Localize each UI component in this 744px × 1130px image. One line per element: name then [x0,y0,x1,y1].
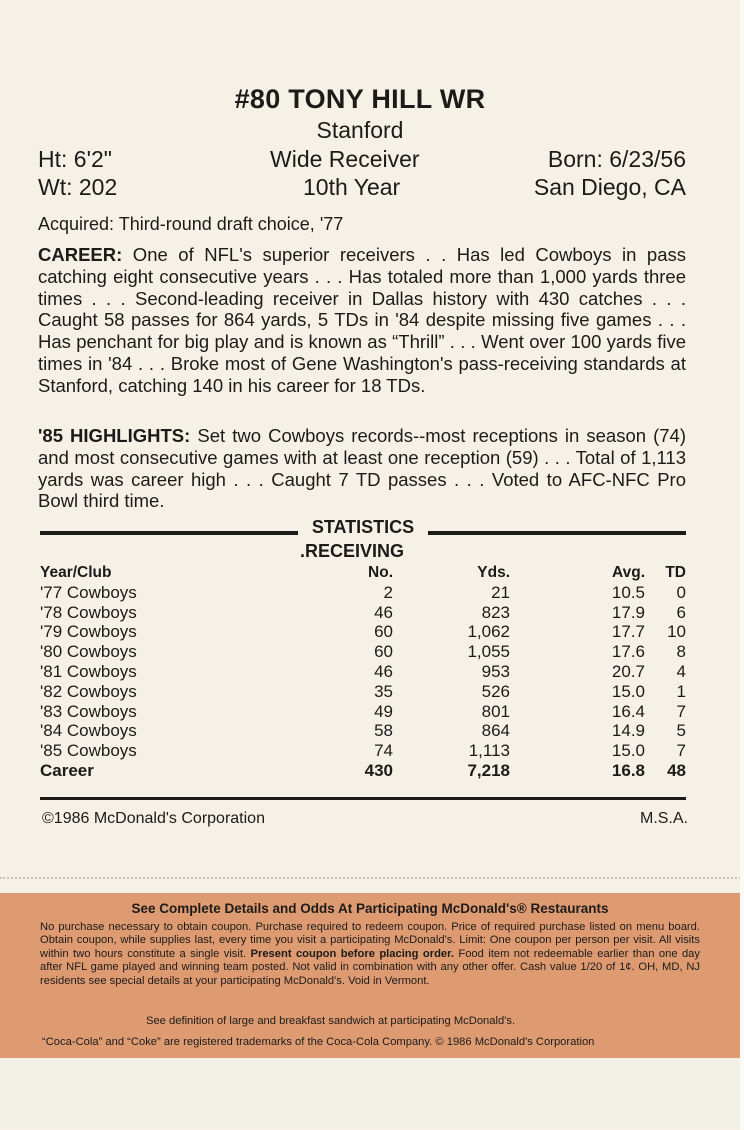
cell-td: 4 [676,661,686,681]
cell-year: '79 Cowboys [40,622,137,642]
table-row [40,662,686,682]
cell-yds: 864 [481,721,510,741]
cell-td: 6 [676,602,686,622]
cell-avg: 10.5 [611,582,645,602]
cell-avg: 20.7 [611,661,645,681]
msa-mark: M.S.A. [639,810,688,827]
cell-yds: 1,113 [468,741,510,761]
table-row [40,583,686,603]
cell-year: '77 Cowboys [40,582,137,602]
career-text: One of NFL's superior receivers . . Has led Cowboys in pass catching eight consecutive years . . . Has totaled more than 1,000 yards three times . . . Second-leading receiver in Dallas history with 430 catches . . . Caught 58 passes for 864 yards, 5 TDs in '84 despite missing five games . . . Has penchant for big play and is known as “Thrill” . . . Went over 100 yards five times in '84 . . . Broke most of Gene Washington's pass-receiving standards at Stanford, catching 140 in his career for 18 TDs. [38,244,686,396]
col-header-year: Year/Club [40,564,112,581]
stats-table [40,563,686,781]
player-name-number: #80 TONY HILL WR [234,84,486,114]
cell-no: 60 [374,642,393,662]
player-years: 10th Year [303,174,401,200]
col-header-avg: Avg. [611,564,645,581]
cell-no: 46 [374,661,393,681]
receiving-title: .RECEIVING [300,541,405,561]
stats-rule-left [40,531,298,535]
cell-yds: 526 [481,681,510,701]
stats-header-row [40,563,686,583]
cell-avg: 15.0 [611,741,645,761]
cell-td: 8 [676,642,686,662]
cell-no: 49 [374,701,393,721]
col-header-no: No. [368,564,393,581]
cell-td: 7 [676,701,686,721]
coupon-definition: See definition of large and breakfast sandwich at participating McDonald's. [146,1015,516,1027]
table-row [40,702,686,722]
coupon-rules-part-1: No purchase necessary to obtain coupon. Purchase required to redeem coupon. Price of required purchase listed on menu board. Obtain coupon, while supplies last, every time you visit a participating McDonald's. Limit: One coupon per person per visit. All visits within two hours constitute a single visit. [40,921,700,960]
cell-td: 0 [676,582,686,602]
cell-yds: 953 [481,661,510,681]
cell-no: 35 [374,681,393,701]
career-label: CAREER: [38,244,123,265]
coupon-rules-part-2: Food item not redeemable earlier than one day after NFL game played and winning team posted. Not valid in combination with any other offer. Cash value 1/20 of 1¢. OH, MD, NJ residents see special details at your participating McDonald's. Void in Vermont. [40,947,700,987]
cell-no: 46 [374,602,393,622]
cell-no: 60 [374,622,393,642]
stats-title: STATISTICS [311,517,415,537]
coupon-title: See Complete Details and Odds At Participating McDonald's® Restaurants [131,901,609,916]
cell-yds: 21 [491,582,510,602]
col-header-yds: Yds. [477,564,510,581]
cell-yds: 1,062 [467,622,510,642]
highlights-paragraph [38,425,686,512]
cell-year: '84 Cowboys [40,721,137,741]
cell-year: Career [40,760,94,780]
cell-avg: 15.0 [611,681,645,701]
player-birthdate: Born: 6/23/56 [547,146,686,172]
table-row [40,741,686,761]
highlights-text: Set two Cowboys records--most receptions in season (74) and most consecutive games with at least one reception (59) . . . Total of 1,113 yards was career high . . . Caught 7 TD passes . . . Voted to AFC-NFC Pro Bowl third time. [38,425,687,512]
cell-no: 430 [364,760,393,780]
cell-year: '78 Cowboys [40,602,137,622]
cell-td: 5 [676,721,686,741]
cell-no: 58 [374,721,393,741]
table-row [40,603,686,623]
cell-yds: 7,218 [467,760,510,780]
stats-rule-right [428,531,686,535]
cell-yds: 801 [481,701,510,721]
acquired-line: Acquired: Third-round draft choice, '77 [38,214,344,234]
coupon-panel [0,893,740,1058]
cell-td: 7 [676,741,686,761]
player-hometown: San Diego, CA [533,174,686,200]
table-row [40,642,686,662]
cell-no: 74 [374,741,393,761]
cell-avg: 17.6 [611,642,645,662]
col-header-td: TD [665,564,686,581]
cell-no: 2 [383,582,393,602]
player-college: Stanford [316,117,404,143]
cell-avg: 14.9 [611,721,645,741]
cell-td: 48 [667,760,686,780]
cell-yds: 823 [481,602,510,622]
bottom-strip [0,1058,740,1128]
card-edge [740,0,744,1130]
cell-year: '80 Cowboys [40,642,137,662]
table-row [40,721,686,741]
coupon-rules [40,921,700,988]
player-height: Ht: 6'2" [38,146,112,172]
cell-year: '83 Cowboys [40,701,137,721]
stats-bottom-rule [40,797,686,800]
coupon-rules-bold: Present coupon before placing order. [250,947,454,960]
cell-td: 10 [667,622,686,642]
cell-year: '81 Cowboys [40,661,137,681]
perforation-line [0,877,744,879]
cell-avg: 17.9 [611,602,645,622]
career-totals-row [40,761,686,781]
career-paragraph [38,244,686,397]
copyright-notice: ©1986 McDonald's Corporation [42,810,265,827]
table-row [40,622,686,642]
cell-avg: 16.4 [611,701,645,721]
cell-year: '82 Cowboys [40,681,137,701]
cell-avg: 17.7 [611,622,645,642]
cell-avg: 16.8 [611,760,645,780]
coupon-trademark: “Coca-Cola” and “Coke” are registered trademarks of the Coca-Cola Company. © 1986 McDonald's Corporation [42,1036,595,1048]
cell-year: '85 Cowboys [40,741,137,761]
player-weight: Wt: 202 [38,174,118,200]
cell-yds: 1,055 [467,642,510,662]
cell-td: 1 [676,681,686,701]
highlights-label: '85 HIGHLIGHTS: [38,425,191,446]
player-position: Wide Receiver [270,146,420,172]
table-row [40,682,686,702]
